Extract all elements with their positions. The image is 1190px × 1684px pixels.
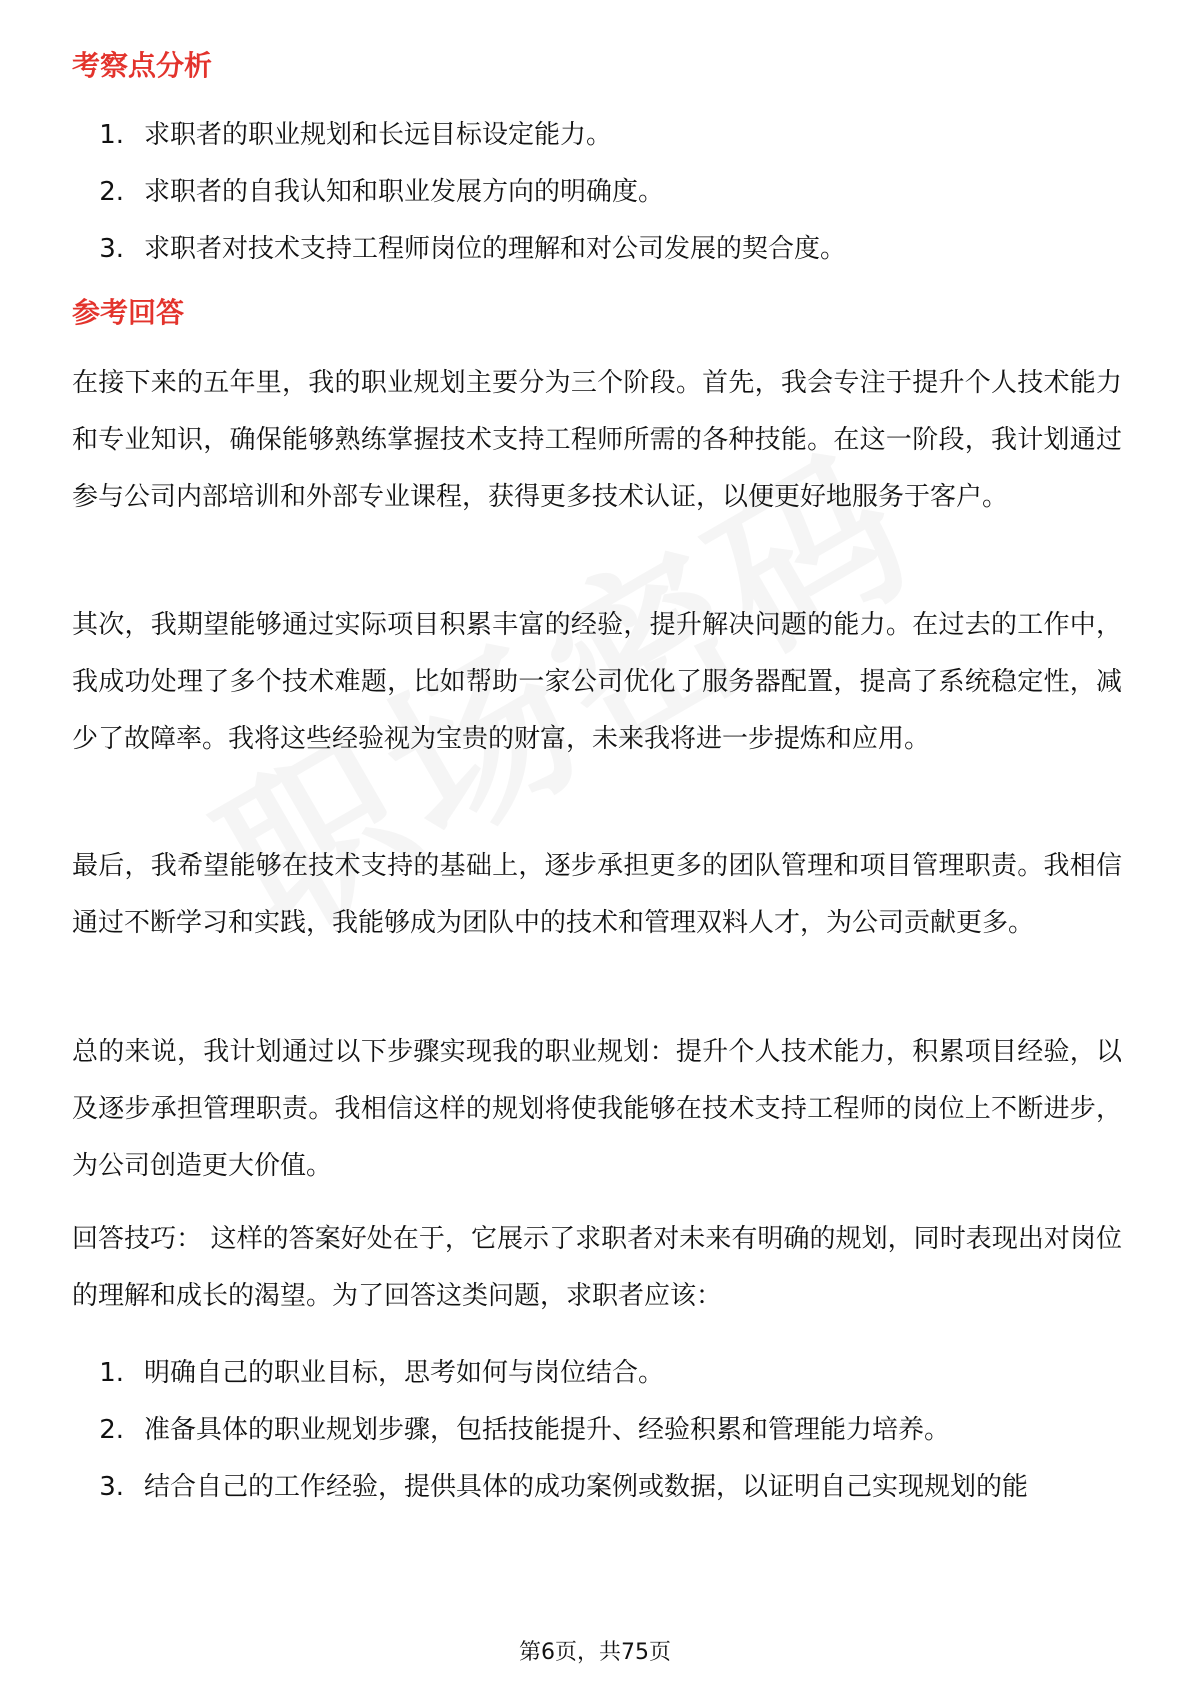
list-item bbox=[72, 115, 1122, 155]
list-item bbox=[72, 1353, 1122, 1393]
tips-list bbox=[72, 1353, 1122, 1507]
list-number: 2. bbox=[99, 177, 124, 207]
list-item bbox=[72, 172, 1122, 212]
answer-title: 参考回答 bbox=[72, 296, 185, 329]
answer-tips-intro: 回答技巧： 这样的答案好处在于，它展示了求职者对未来有明确的规划，同时表现出对岗位的理解和成长的渴望。为了回答这类问题，求职者应该： bbox=[72, 1224, 1122, 1311]
analysis-title: 考察点分析 bbox=[72, 49, 213, 82]
answer-paragraph-1: 在接下来的五年里，我的职业规划主要分为三个阶段。首先，我会专注于提升个人技术能力和专业知识，确保能够熟练掌握技术支持工程师所需的各种技能。在这一阶段，我计划通过参与公司内部培训和外部专业课程，获得更多技术认证，以便更好地服务于客户。 bbox=[72, 368, 1122, 512]
list-text: 求职者的职业规划和长远目标设定能力。 bbox=[144, 120, 613, 150]
list-number: 1. bbox=[99, 120, 124, 150]
list-text: 明确自己的职业目标，思考如何与岗位结合。 bbox=[144, 1358, 665, 1388]
list-item bbox=[72, 229, 1122, 269]
analysis-list bbox=[72, 115, 1122, 269]
answer-paragraph-3: 最后，我希望能够在技术支持的基础上，逐步承担更多的团队管理和项目管理职责。我相信通过不断学习和实践，我能够成为团队中的技术和管理双料人才，为公司贡献更多。 bbox=[72, 851, 1122, 938]
list-item bbox=[72, 1410, 1122, 1450]
list-number: 3. bbox=[99, 1472, 124, 1502]
list-text: 求职者对技术支持工程师岗位的理解和对公司发展的契合度。 bbox=[144, 234, 847, 264]
list-text: 准备具体的职业规划步骤，包括技能提升、经验积累和管理能力培养。 bbox=[144, 1415, 951, 1445]
list-number: 3. bbox=[99, 234, 124, 264]
list-number: 1. bbox=[99, 1358, 124, 1388]
list-number: 2. bbox=[99, 1415, 124, 1445]
list-text: 结合自己的工作经验，提供具体的成功案例或数据，以证明自己实现规划的能 bbox=[144, 1472, 1029, 1502]
list-text: 求职者的自我认知和职业发展方向的明确度。 bbox=[144, 177, 665, 207]
page-number: 第6页，共75页 bbox=[519, 1640, 671, 1665]
answer-paragraph-2: 其次，我期望能够通过实际项目积累丰富的经验，提升解决问题的能力。在过去的工作中，我成功处理了多个技术难题，比如帮助一家公司优化了服务器配置，提高了系统稳定性，减少了故障率。我将这些经验视为宝贵的财富，未来我将进一步提炼和应用。 bbox=[72, 610, 1122, 754]
answer-paragraph-4: 总的来说，我计划通过以下步骤实现我的职业规划：提升个人技术能力，积累项目经验，以及逐步承担管理职责。我相信这样的规划将使我能够在技术支持工程师的岗位上不断进步，为公司创造更大价值。 bbox=[72, 1037, 1122, 1181]
list-item bbox=[72, 1467, 1122, 1507]
